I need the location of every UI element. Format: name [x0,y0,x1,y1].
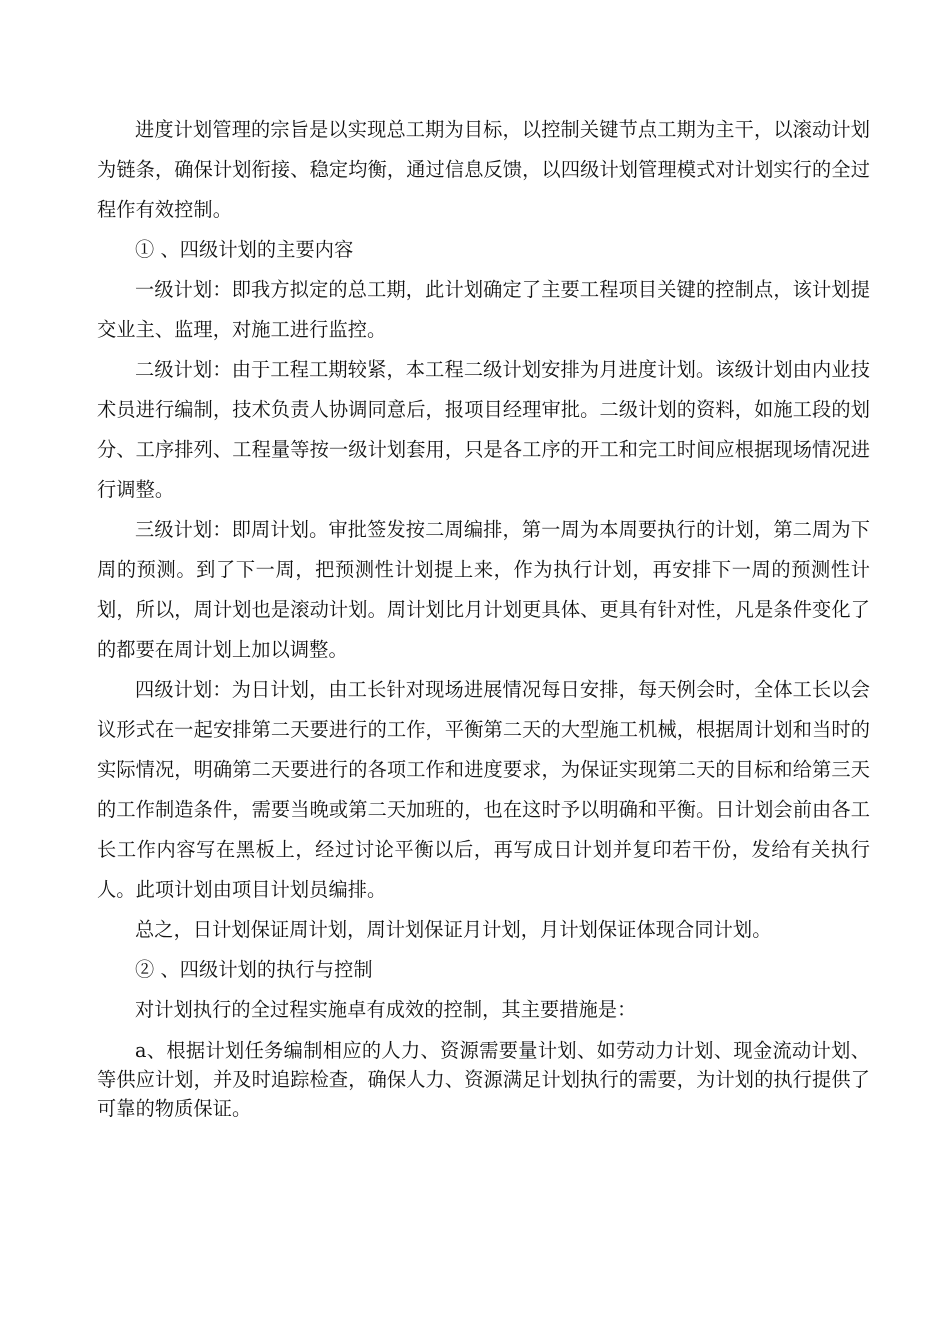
paragraph-level-two-plan: 二级计划：由于工程工期较紧，本工程二级计划安排为月进度计划。该级计划由内业技术员进行编制，技术负责人协调同意后，报项目经理审批。二级计划的资料，如施工段的划分、工序排列、工程量等按一级计划套用，只是各工序的开工和完工时间应根据现场情况进行调整。 [97,358,870,501]
section-heading-execution-control: ② 、四级计划的执行与控制 [135,958,373,981]
paragraph-summary: 总之，日计划保证周计划，周计划保证月计划，月计划保证体现合同计划。 [135,918,772,941]
paragraph-measures-intro: 对计划执行的全过程实施卓有成效的控制，其主要措施是： [135,998,637,1021]
document-body [97,110,870,1123]
paragraph-intro: 进度计划管理的宗旨是以实现总工期为目标，以控制关键节点工期为主干，以滚动计划为链条，确保计划衔接、稳定均衡，通过信息反馈，以四级计划管理模式对计划实行的全过程作有效控制。 [97,118,870,221]
paragraph-level-one-plan: 一级计划：即我方拟定的总工期，此计划确定了主要工程项目关键的控制点，该计划提交业主、监理，对施工进行监控。 [97,278,870,341]
paragraph-level-four-plan: 四级计划：为日计划，由工长针对现场进展情况每日安排，每天例会时，全体工长以会议形式在一起安排第二天要进行的工作，平衡第二天的大型施工机械，根据周计划和当时的实际情况，明确第二天要进行的各项工作和进度要求，为保证实现第二天的目标和给第三天的工作制造条件，需要当晚或第二天加班的，也在这时予以明确和平衡。日计划会前由各工长工作内容写在黑板上，经过讨论平衡以后，再写成日计划并复印若干份，发给有关执行人。此项计划由项目计划员编排。 [97,678,870,901]
section-heading-main-content: ① 、四级计划的主要内容 [135,238,354,261]
paragraph-measure-a: a、根据计划任务编制相应的人力、资源需要量计划、如劳动力计划、现金流动计划、等供应计划，并及时追踪检查，确保人力、资源满足计划执行的需要，为计划的执行提供了可靠的物质保证。 [97,1039,870,1120]
paragraph-level-three-plan: 三级计划：即周计划。审批签发按二周编排，第一周为本周要执行的计划，第二周为下周的预测。到了下一周，把预测性计划提上来，作为执行计划，再安排下一周的预测性计划，所以，周计划也是滚动计划。周计划比月计划更具体、更具有针对性，凡是条件变化了的都要在周计划上加以调整。 [97,518,870,661]
